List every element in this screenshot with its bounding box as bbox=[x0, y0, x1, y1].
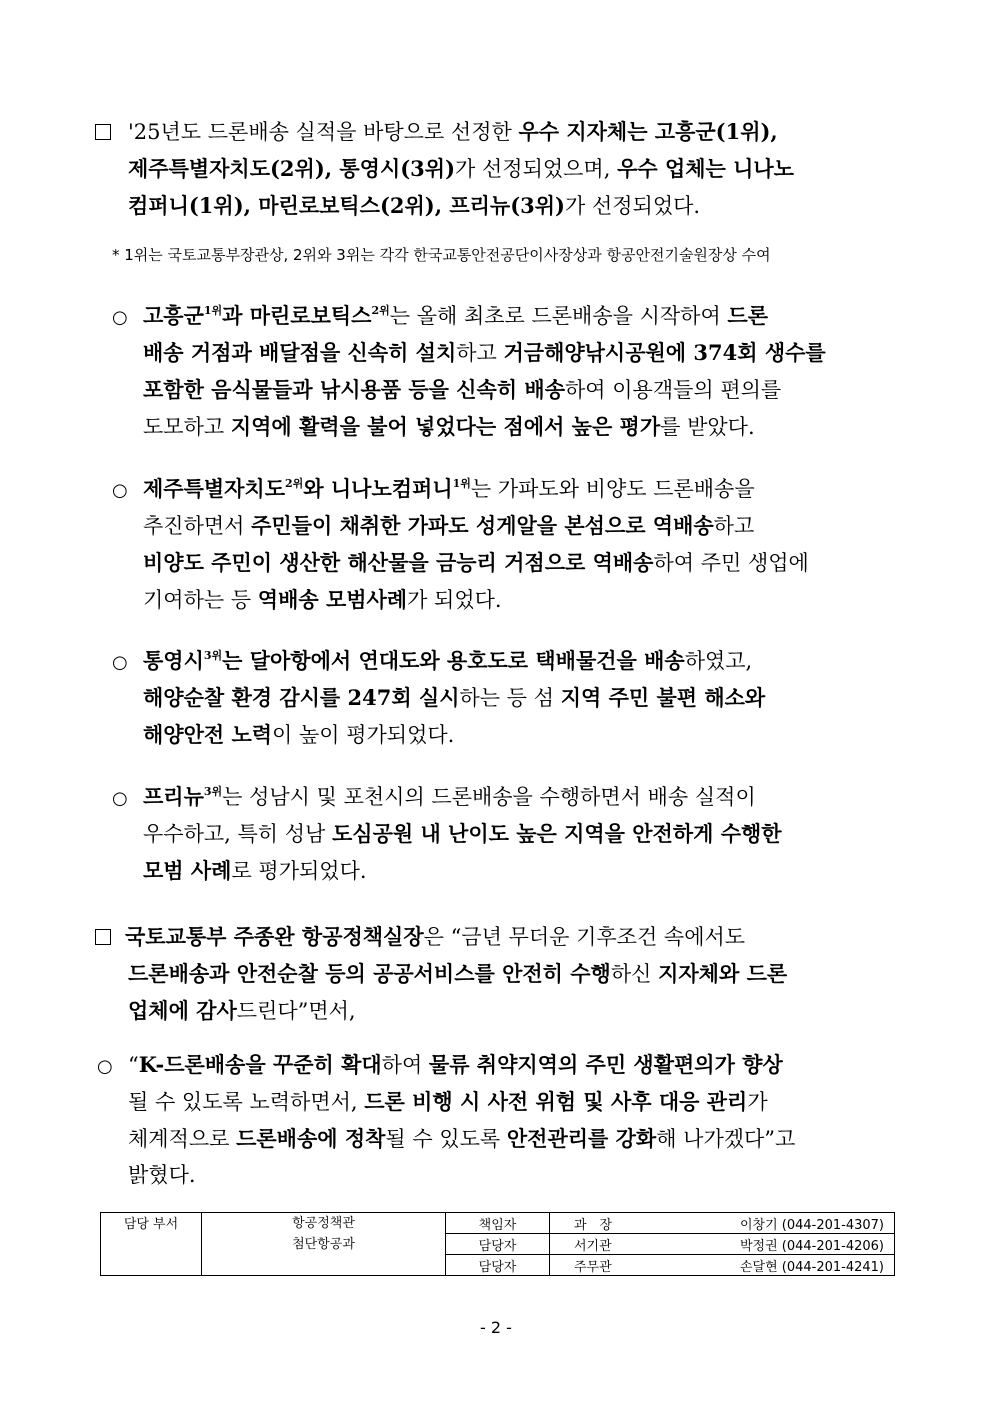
section-2-quote bbox=[95, 918, 898, 1029]
page-number: - 2 - bbox=[480, 1318, 512, 1337]
dept-name-line1: 항공정책관 bbox=[292, 1216, 355, 1231]
p1-line2: 배송 거점과 배달점을 신속히 설치하고 거금해양낚시공원에 374회 생수를 bbox=[143, 340, 826, 365]
contact-row bbox=[101, 1213, 895, 1234]
p2-line4: 기여하는 등 역배송 모범사례가 되었다. bbox=[143, 587, 502, 612]
dept-label: 담당 부서 bbox=[101, 1213, 202, 1276]
contact-role: 책임자 bbox=[446, 1213, 550, 1234]
section-3-quote bbox=[95, 1046, 898, 1194]
p4-line2: 우수하고, 특히 성남 도심공원 내 난이도 높은 지역을 안전하게 수행한 bbox=[143, 821, 782, 846]
sec2-line2: 드론배송과 안전순찰 등의 공공서비스를 안전히 수행하신 지자체와 드론 bbox=[128, 961, 788, 986]
p3-line2: 해양순찰 환경 감시를 247회 실시하는 등 섬 지역 주민 불편 해소와 bbox=[143, 685, 766, 710]
contact-person: 주무관 손달현 (044-201-4241) bbox=[550, 1255, 895, 1276]
sec1-line2: 제주특별자치도(2위), 통영시(3위)가 선정되었으며, 우수 업체는 니나노 bbox=[128, 156, 794, 181]
section-1 bbox=[95, 113, 898, 224]
p3-line1: ○ 통영시$^{3위}$는 달아항에서 연대도와 용호도로 택배물건을 배송하였고, bbox=[95, 642, 898, 679]
paragraph-jeju bbox=[95, 470, 898, 618]
circle-bullet-icon: ○ bbox=[97, 1056, 113, 1077]
paragraph-freenu bbox=[95, 778, 898, 889]
sec1-line3: 컴퍼니(1위), 마린로보틱스(2위), 프리뉴(3위)가 선정되었다. bbox=[128, 193, 701, 218]
p4-line3: 모범 사례로 평가되었다. bbox=[143, 858, 367, 883]
award-footnote: * 1위는 국토교통부장관상, 2위와 3위는 각각 한국교통안전공단이사장상과 항공안전기술원장상 수여 bbox=[112, 246, 771, 264]
contact-role: 담당자 bbox=[446, 1255, 550, 1276]
sec1-line1: '25년도 드론배송 실적을 바탕으로 선정한 우수 지자체는 고흥군(1위), bbox=[95, 113, 898, 150]
contact-table bbox=[100, 1212, 895, 1276]
sec2-line3: 업체에 감사드린다”면서, bbox=[128, 998, 356, 1023]
p2-line3: 비양도 주민이 생산한 해산물을 금능리 거점으로 역배송하여 주민 생업에 bbox=[143, 550, 809, 575]
sec2-line1: 국토교통부 주종완 항공정책실장은 “금년 무더운 기후조건 속에서도 bbox=[95, 918, 898, 955]
dept-name-line2: 첨단항공과 bbox=[292, 1237, 355, 1252]
circle-bullet-icon: ○ bbox=[112, 307, 128, 328]
circle-bullet-icon: ○ bbox=[112, 788, 128, 809]
contact-person: 서기관 박정권 (044-201-4206) bbox=[550, 1234, 895, 1255]
circle-bullet-icon: ○ bbox=[112, 652, 128, 673]
p2-line2: 추진하면서 주민들이 채취한 가파도 성게알을 본섬으로 역배송하고 bbox=[143, 513, 755, 538]
contact-role: 담당자 bbox=[446, 1234, 550, 1255]
square-bullet-icon bbox=[95, 124, 111, 140]
contact-person: 과 장 이창기 (044-201-4307) bbox=[550, 1213, 895, 1234]
p1-line3: 포함한 음식물들과 낚시용품 등을 신속히 배송하여 이용객들의 편의를 bbox=[143, 377, 782, 402]
p1-line4: 도모하고 지역에 활력을 불어 넣었다는 점에서 높은 평가를 받았다. bbox=[143, 414, 755, 439]
sec3-line3: 체계적으로 드론배송에 정착될 수 있도록 안전관리를 강화해 나가겠다”고 bbox=[128, 1126, 796, 1151]
square-bullet-icon bbox=[95, 929, 111, 945]
p1-line1: ○ 고흥군$^{1위}$과 마린로보틱스$^{2위}$는 올해 최초로 드론배송을 시작하여 드론 bbox=[95, 297, 898, 334]
p4-line1: ○ 프리뉴$^{3위}$는 성남시 및 포천시의 드론배송을 수행하면서 배송 실적이 bbox=[95, 778, 898, 815]
sec3-line2: 될 수 있도록 노력하면서, 드론 비행 시 사전 위험 및 사후 대응 관리가 bbox=[128, 1089, 768, 1114]
circle-bullet-icon: ○ bbox=[112, 480, 128, 501]
sec3-line1: ○ “K-드론배송을 꾸준히 확대하여 물류 취약지역의 주민 생활편의가 향상 bbox=[95, 1046, 898, 1083]
p3-line3: 해양안전 노력이 높이 평가되었다. bbox=[143, 722, 455, 747]
sec3-line4: 밝혔다. bbox=[128, 1163, 196, 1187]
dept-name bbox=[202, 1213, 446, 1276]
p2-line1: ○ 제주특별자치도$^{2위}$와 니나노컴퍼니$^{1위}$는 가파도와 비양도 드론배송을 bbox=[95, 470, 898, 507]
paragraph-goheung bbox=[95, 297, 898, 445]
paragraph-tongyeong bbox=[95, 642, 898, 753]
